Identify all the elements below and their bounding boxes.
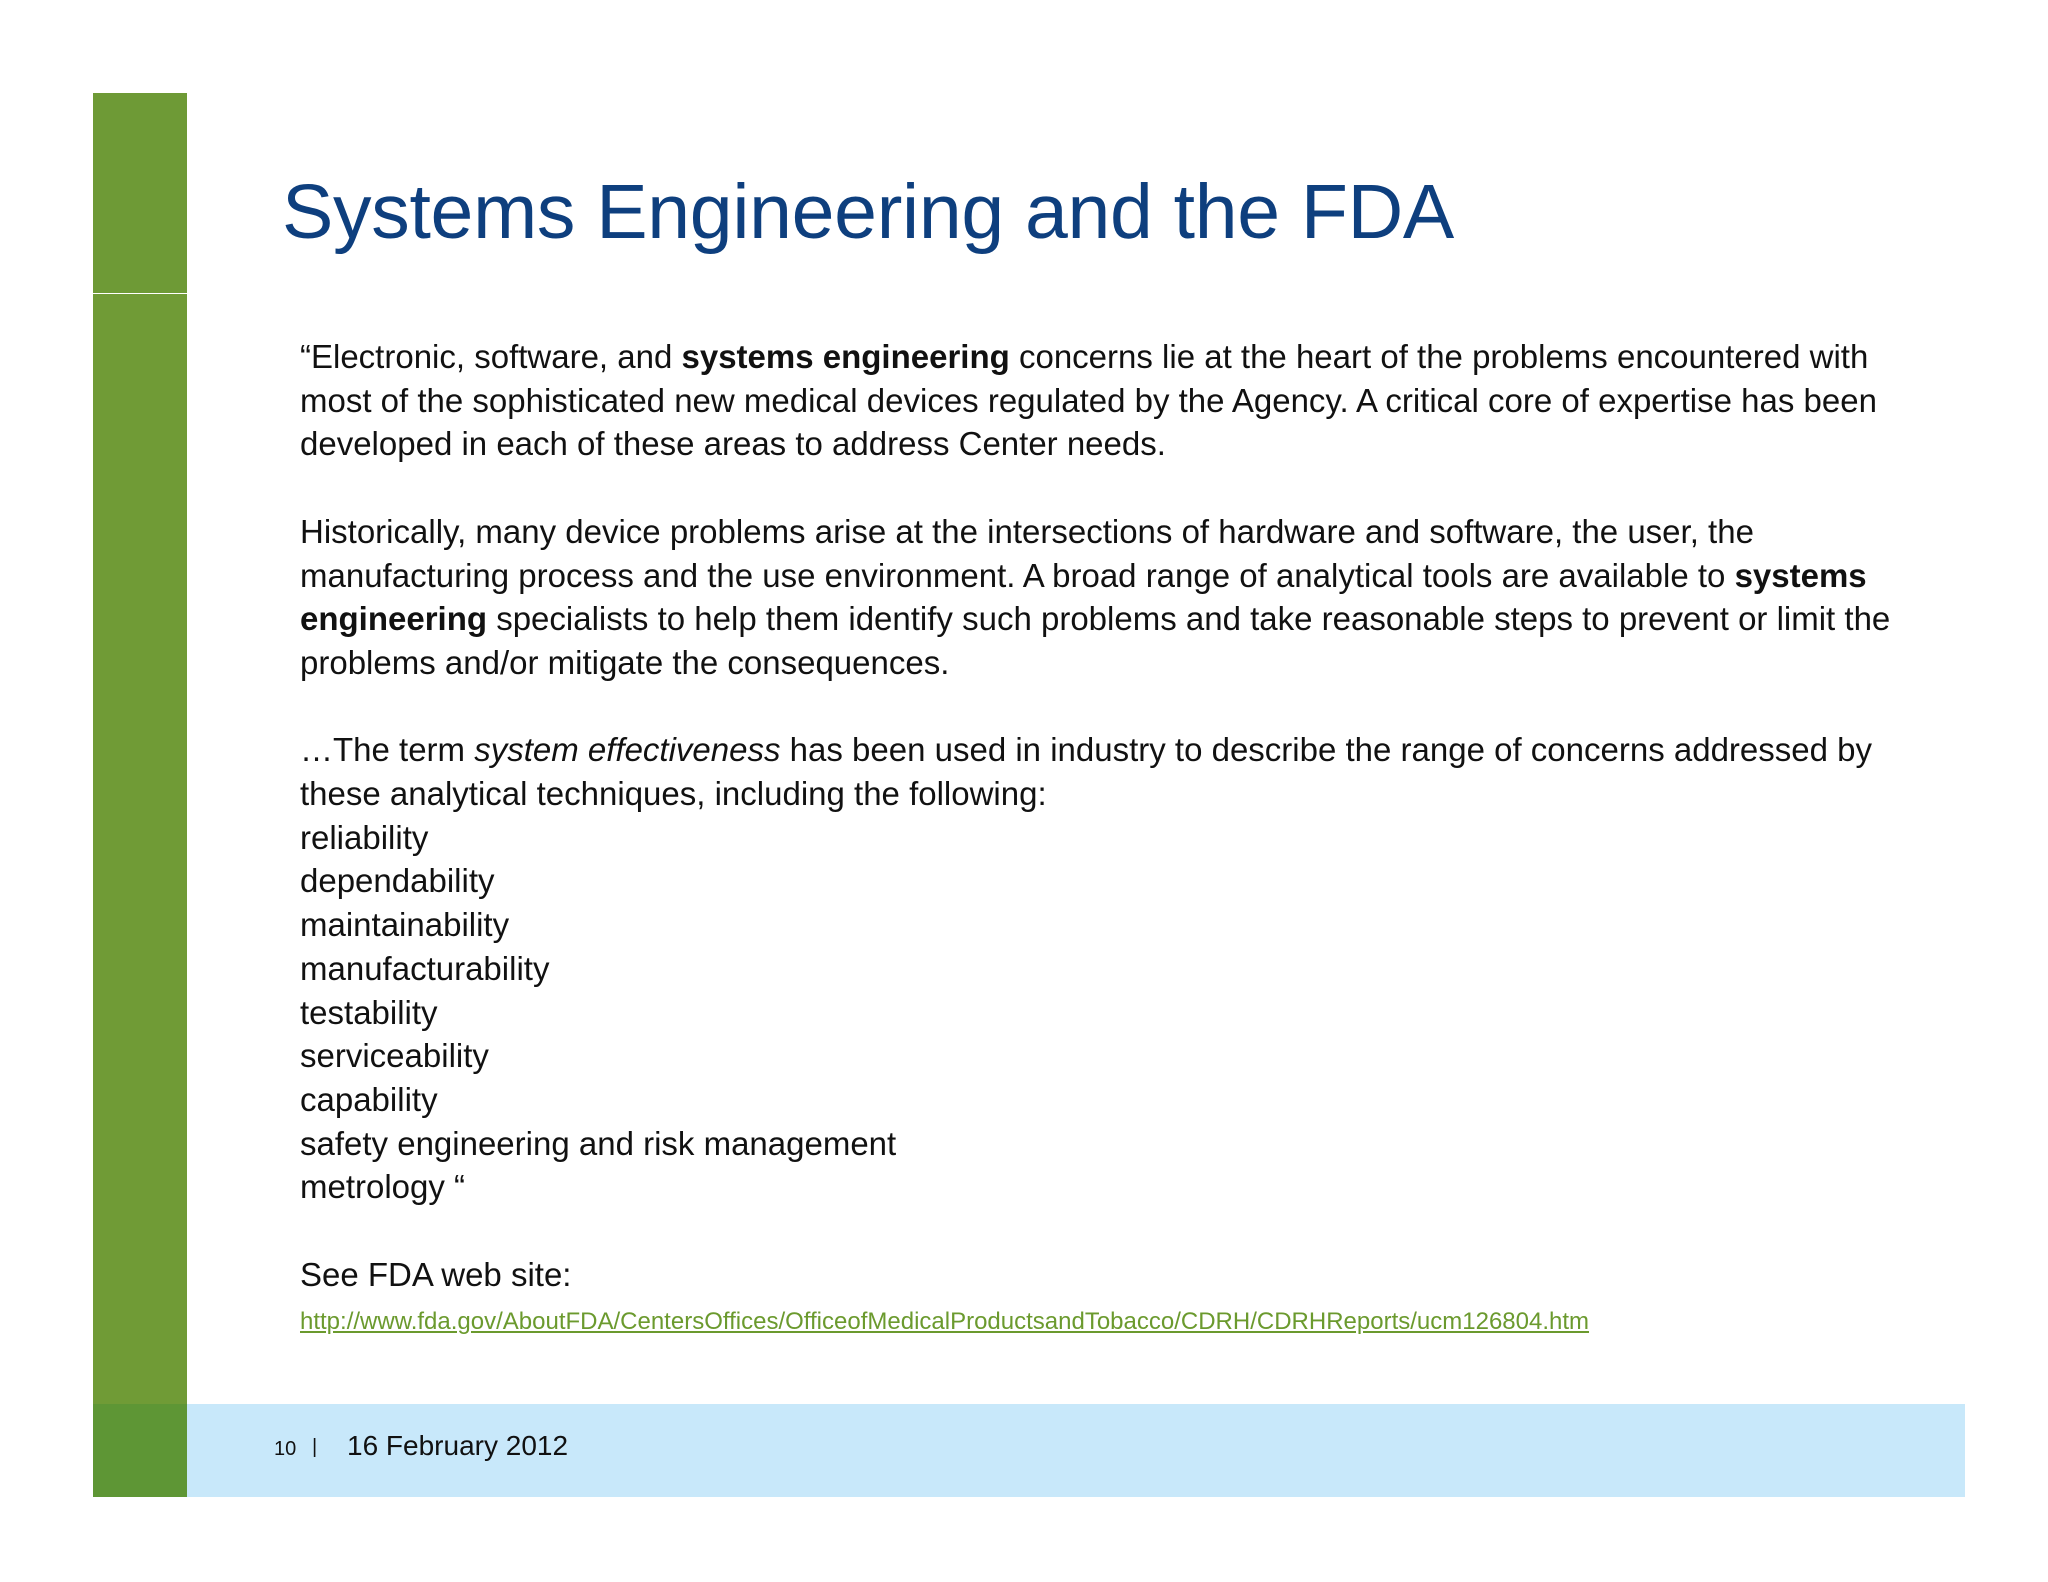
list-item: manufacturability (300, 949, 550, 987)
p3-italic-term: system effectiveness (474, 731, 781, 769)
p2-text-start: Historically, many device problems arise at the intersections of hardware and software, the user, the manufacturing process and the use environment. A broad range of analytical tools are available to (300, 512, 1754, 594)
quote-paragraph-3 (300, 728, 1900, 815)
fda-report-link[interactable]: http://www.fda.gov/AboutFDA/CentersOffices/OfficeofMedicalProductsandTobacco/CDRH/CDRHReports/ucm126804.htm (300, 1308, 1590, 1336)
slide-body (300, 335, 1900, 1340)
list-item: reliability (300, 818, 429, 856)
p2-bold-term: systems engineering (300, 556, 1867, 638)
quote-paragraph-1 (300, 335, 1900, 466)
p1-text-start: “Electronic, software, and (300, 338, 682, 375)
effectiveness-list (300, 816, 1900, 1209)
footer-date: 16 February 2012 (347, 1430, 569, 1461)
p3-text-start: …The term (300, 731, 475, 769)
left-accent-bar-top (93, 93, 187, 293)
list-item: safety engineering and risk management (300, 1124, 897, 1162)
list-item: capability (300, 1080, 438, 1118)
list-item: serviceability (300, 1037, 489, 1075)
list-item: testability (300, 993, 438, 1031)
see-fda-label: See FDA web site: (300, 1255, 572, 1293)
left-accent-bar (93, 294, 187, 1404)
page-number: 10 (274, 1438, 297, 1460)
p3-text-end: has been used in industry to describe the range of concerns addressed by these analytical techniques, including the following: (300, 731, 1872, 812)
list-item: dependability (300, 862, 495, 900)
p2-text-end: specialists to help them identify such problems and take reasonable steps to prevent or limit the problems and/or mitigate the consequences. (300, 600, 1891, 681)
list-item: maintainability (300, 906, 510, 944)
slide-title: Systems Engineering and the FDA (282, 169, 1454, 255)
list-item: metrology “ (300, 1168, 466, 1206)
quote-paragraph-2 (300, 510, 1900, 685)
p1-text-end: concerns lie at the heart of the problems encountered with most of the sophisticated new medical devices regulated by the Agency. A critical core of expertise has been developed in each of these areas to address Center needs. (300, 338, 1877, 463)
p1-bold-term: systems engineering (681, 338, 1010, 375)
footer-separator: | (312, 1436, 318, 1458)
left-accent-bar-bottom (93, 1404, 187, 1497)
